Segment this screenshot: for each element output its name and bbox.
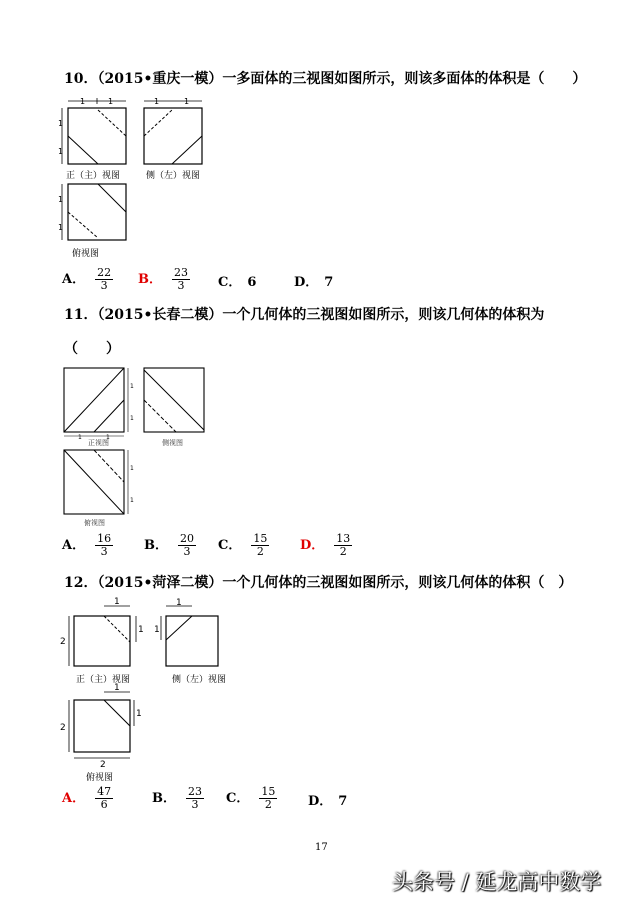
q12-option-a[interactable]: A． $\frac{47}{6}$: [62, 785, 112, 811]
q11-top-view: [58, 446, 138, 520]
q12-option-b[interactable]: B． $\frac{23}{3}$: [152, 785, 202, 811]
page-number: 17: [315, 842, 328, 853]
q10-option-a[interactable]: A． $\frac{22}{3}$: [62, 266, 112, 292]
q11-option-b[interactable]: B． $\frac{20}{3}$: [144, 532, 194, 558]
q10-front-caption: 正（主）视图: [66, 171, 121, 181]
q10-side-dim-a: 1: [154, 97, 160, 106]
q12-front-dim-right: 1: [138, 625, 144, 635]
q12-side-view: [154, 600, 226, 670]
q10-option-d[interactable]: D． 7: [294, 275, 334, 290]
q10-side-view: [136, 96, 216, 168]
q12-front-dim-top: 1: [114, 597, 120, 607]
q12-top-dim-left: 2: [60, 723, 66, 733]
q12-front-caption: 正（主）视图: [76, 675, 131, 685]
q12-top-dim-bottom: 2: [100, 760, 106, 770]
q10-side-caption: 侧（左）视图: [146, 171, 201, 181]
q11-top-dim-b: 1: [130, 497, 134, 504]
q11-option-c[interactable]: C． $\frac{15}{2}$: [218, 532, 268, 558]
q11-front-caption: 正视图: [88, 439, 109, 447]
q11-option-d[interactable]: D． $\frac{13}{2}$: [300, 532, 351, 558]
q11-top-dim-a: 1: [130, 465, 134, 472]
q10-front-dim-c: 1: [58, 119, 64, 128]
q10-top-dim-b: 1: [58, 223, 64, 232]
q12-side-dim-left: 1: [154, 625, 160, 635]
q11-top-caption: 俯视图: [84, 519, 105, 527]
q11-front-view: [58, 364, 138, 440]
q11-front-dim-b: 1: [130, 415, 134, 422]
q12-front-dim-left: 2: [60, 637, 66, 647]
watermark: 头条号 / 延龙高中数学: [392, 870, 602, 894]
q10-front-dim-b: 1: [108, 97, 114, 106]
q10-front-view: [58, 96, 138, 168]
q12-top-view: [58, 684, 150, 768]
q10-top-view: [58, 180, 138, 246]
q10-front-dim-d: 1: [58, 147, 64, 156]
q12-option-d[interactable]: D． 7: [308, 794, 348, 809]
q12-side-caption: 侧（左）视图: [172, 675, 227, 685]
q10-front-dim-a: 1: [80, 97, 86, 106]
q11-front-dim-c: 1: [78, 434, 82, 441]
question-11-paren: （ ）: [64, 341, 120, 357]
question-10-stem: 10．（2015•重庆一模）一多面体的三视图如图所示，则该多面体的体积是（ ）: [64, 71, 587, 87]
q10-option-b[interactable]: B． $\frac{23}{3}$: [138, 266, 188, 292]
q10-top-dim-a: 1: [58, 195, 64, 204]
q11-front-dim-d: 1: [106, 434, 110, 441]
q11-side-view: [138, 364, 210, 436]
q12-top-caption: 俯视图: [86, 773, 114, 783]
q11-option-a[interactable]: A． $\frac{16}{3}$: [62, 532, 112, 558]
q11-front-dim-a: 1: [130, 383, 134, 390]
question-12-stem: 12．（2015•菏泽二模）一个几何体的三视图如图所示，则该几何体的体积（ ）: [64, 575, 573, 591]
q12-front-view: [58, 596, 142, 670]
q10-top-caption: 俯视图: [72, 249, 100, 259]
q12-option-c[interactable]: C． $\frac{15}{2}$: [226, 785, 276, 811]
q12-top-dim-right: 1: [136, 709, 142, 719]
q11-side-caption: 侧视图: [162, 439, 183, 447]
q10-option-c[interactable]: C． 6: [218, 275, 257, 290]
question-11-stem: 11．（2015•长春二模）一个几何体的三视图如图所示，则该几何体的体积为: [64, 307, 545, 323]
q12-side-dim-top: 1: [176, 598, 182, 608]
q12-top-dim-top: 1: [114, 683, 120, 693]
q10-side-dim-b: 1: [184, 97, 190, 106]
